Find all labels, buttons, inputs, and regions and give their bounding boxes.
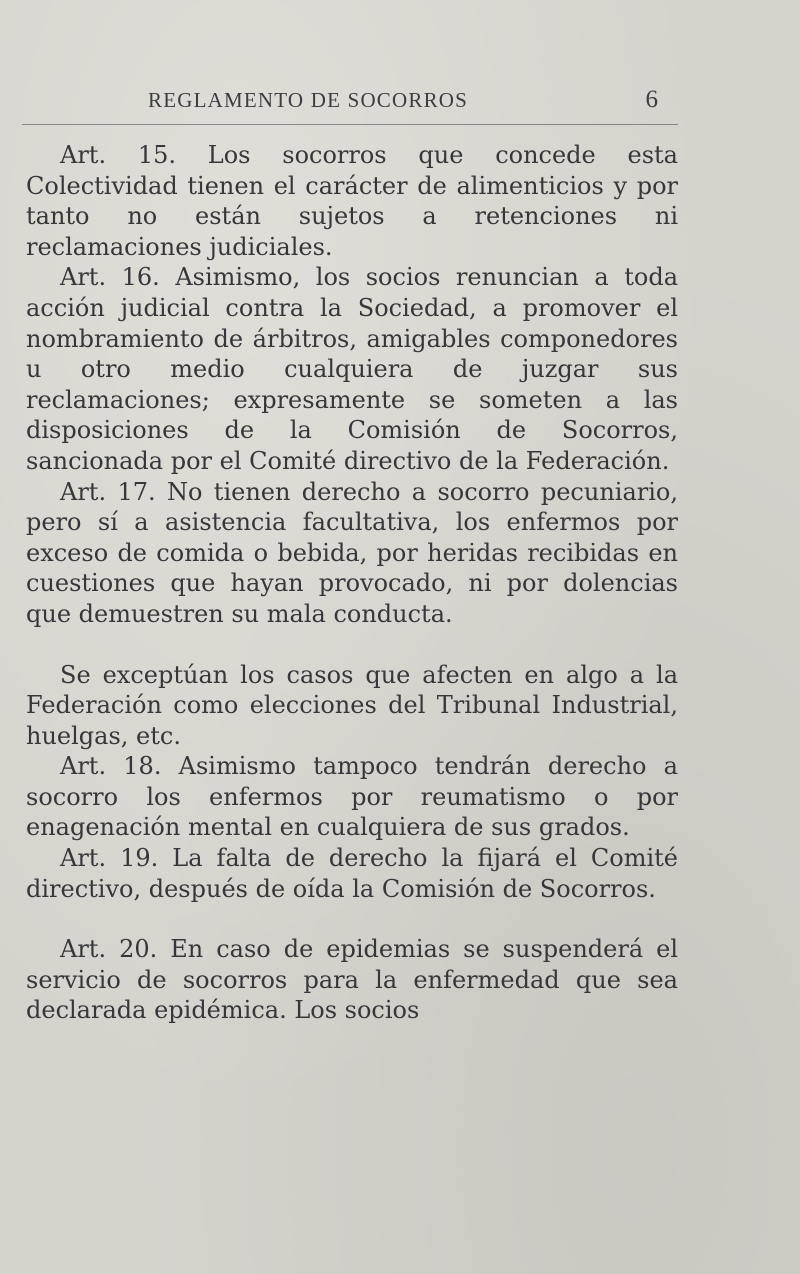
paragraph-art-17: Art. 17. No tienen derecho a socorro pecuniario, pero sí a asistencia facultativa, los enfermos por exceso de comida o bebida, por heridas recibidas en cuestiones que hayan provocado, ni por dolencias que demuestren su mala conducta. [26, 477, 678, 628]
paragraph-exception: Se exceptúan los casos que afecten en algo a la Federación como elecciones del Tribunal Industrial, huelgas, etc. [26, 660, 678, 750]
body-text [26, 140, 678, 1026]
running-head [130, 88, 670, 118]
header-rule [22, 124, 678, 125]
paragraph-art-15: Art. 15. Los socorros que concede esta Colectividad tienen el carácter de alimenticios y por tanto no están sujetos a retenciones ni reclamaciones judiciales. [26, 141, 678, 261]
paragraph-art-20: Art. 20. En caso de epidemias se suspenderá el servicio de socorros para la enfermedad que sea declarada epidémica. Los socios [26, 935, 678, 1025]
page-number: 6 [645, 86, 658, 113]
paragraph-art-18: Art. 18. Asimismo tampoco tendrán derecho a socorro los enfermos por reumatismo o por enagenación mental en cualquiera de sus grados. [26, 752, 678, 842]
paragraph-art-19: Art. 19. La falta de derecho la fijará el Comité directivo, después de oída la Comisión de Socorros. [26, 844, 678, 903]
paragraph-art-16: Art. 16. Asimismo, los socios renuncian a toda acción judicial contra la Sociedad, a promover el nombramiento de árbitros, amigables componedores u otro medio cualquiera de juzgar sus reclamaciones; expresamente se someten a las disposiciones de la Comisión de Socorros, sancionada por el Comité directivo de la Federación. [26, 263, 678, 475]
running-head-title: REGLAMENTO DE SOCORROS [148, 88, 469, 112]
